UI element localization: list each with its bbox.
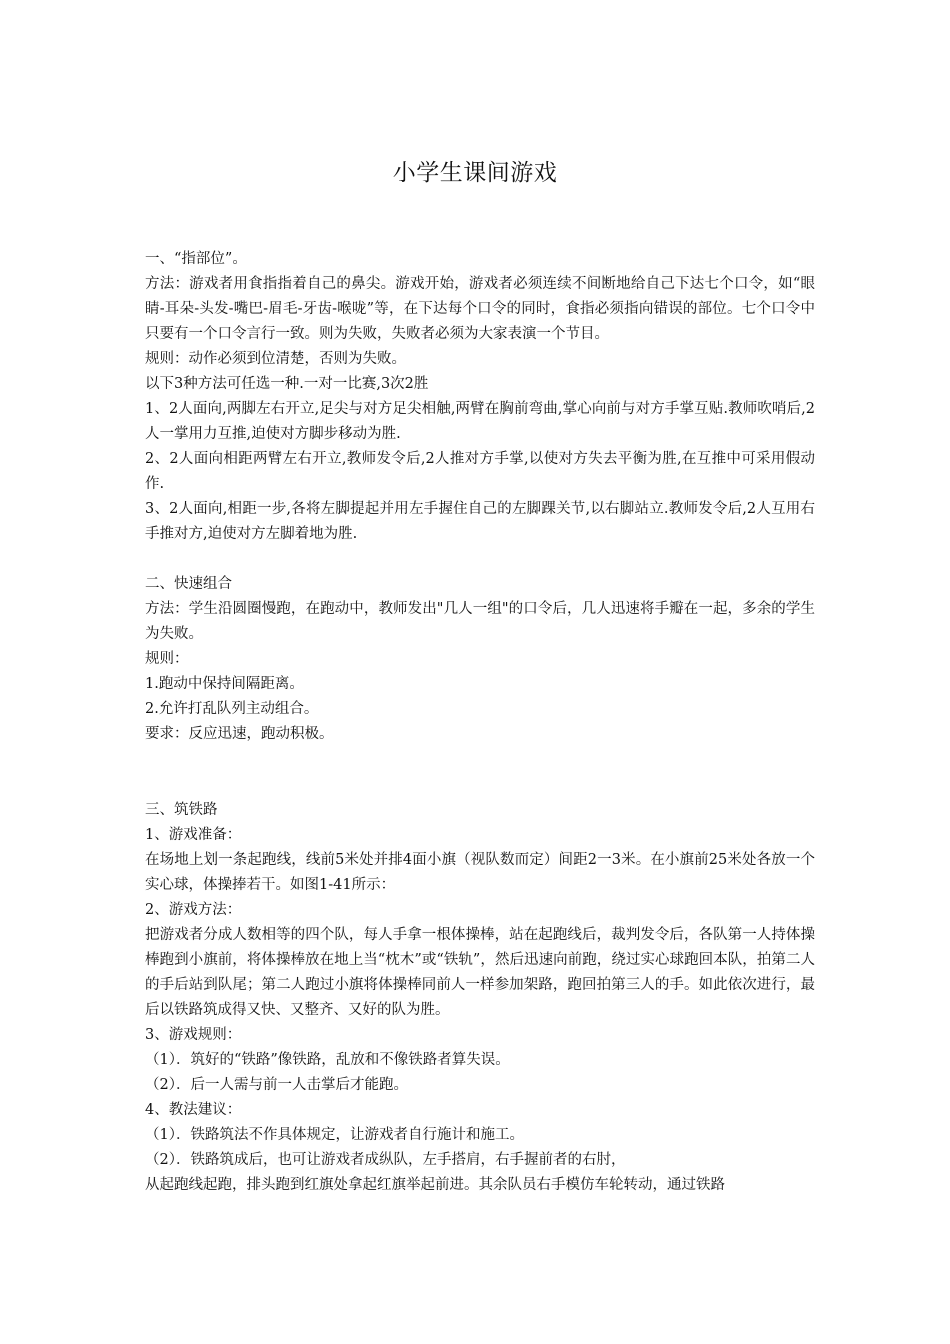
section3-rule1: （1）．筑好的“铁路”像铁路，乱放和不像铁路者算失误。 — [145, 1052, 510, 1068]
section3-method-label: 2、游戏方法： — [145, 902, 242, 918]
section2-rule1: 1.跑动中保持间隔距离。 — [145, 676, 304, 692]
section3-rule2: （2）．后一人需与前一人击掌后才能跑。 — [145, 1077, 408, 1093]
section3-suggest2: （2）．铁路筑成后，也可让游戏者成纵队，左手搭肩，右手握前者的右肘， — [145, 1152, 626, 1168]
section2-method: 方法：学生沿圆圈慢跑，在跑动中，教师发出"几人一组"的口令后，几人迅速将手瓣在一起，多余的学生为失败。 — [145, 601, 815, 642]
document-body — [145, 247, 815, 1198]
section1-rule: 规则：动作必须到位清楚，否则为失败。 — [145, 351, 406, 367]
section3-prep-label: 1、游戏准备： — [145, 827, 242, 843]
section3-suggest1: （1）．铁路筑法不作具体规定，让游戏者自行施计和施工。 — [145, 1127, 524, 1143]
section1-method: 方法：游戏者用食指指着自己的鼻尖。游戏开始，游戏者必须连续不间断地给自己下达七个口令，如“眼睛-耳朵-头发-嘴巴-眉毛-牙齿-喉咙”等，在下达每个口令的同时，食指必须指向错误的部位。七个口令中只要有一个口令言行一致。则为失败，失败者必须为大家表演一个节目。 — [145, 276, 815, 342]
section2-rules-label: 规则： — [145, 651, 189, 667]
section3-rules-label: 3、游戏规则： — [145, 1027, 242, 1043]
section2-requirement: 要求：反应迅速，跑动积极。 — [145, 726, 334, 742]
section3-suggest-label: 4、教法建议： — [145, 1102, 242, 1118]
section1-item1: 1、2人面向,两脚左右开立,足尖与对方足尖相触,两臂在胸前弯曲,掌心向前与对方手掌互贴.教师吹哨后,2人一掌用力互推,迫使对方脚步移动为胜. — [145, 401, 815, 442]
section3-method-text: 把游戏者分成人数相等的四个队，每人手拿一根体操棒，站在起跑线后，裁判发令后，各队第一人持体操棒跑到小旗前，将体操棒放在地上当“枕木”或“铁轨”，然后迅速向前跑，绕过实心球跑回本队，拍第二人的手后站到队尾；第二人跑过小旗将体操棒同前人一样参加架路，跑回拍第三人的手。如此依次进行，最后以铁路筑成得又快、又整齐、又好的队为胜。 — [145, 927, 815, 1018]
section2-heading: 二、快速组合 — [145, 576, 232, 592]
section2-rule2: 2.允许打乱队列主动组合。 — [145, 701, 319, 717]
section1-intro: 以下3种方法可任选一种.一对一比赛,3次2胜 — [145, 376, 429, 392]
section1-item3: 3、2人面向,相距一步,各将左脚提起并用左手握住自己的左脚踝关节,以右脚站立.教师发令后,2人互用右手推对方,迫使对方左脚着地为胜. — [145, 501, 815, 542]
section1-item2: 2、2人面向相距两臂左右开立,教师发令后,2人推对方手掌,以使对方失去平衡为胜,在互推中可采用假动作. — [145, 451, 815, 492]
section3-prep-text: 在场地上划一条起跑线，线前5米处并排4面小旗（视队数而定）间距2一3米。在小旗前25米处各放一个实心球，体操捧若干。如图1-41所示： — [145, 852, 815, 893]
spacer — [145, 747, 815, 798]
section3-suggest3: 从起跑线起跑，排头跑到红旗处拿起红旗举起前进。其余队员右手模仿车轮转动，通过铁路 — [145, 1177, 725, 1193]
spacer — [145, 547, 815, 572]
section1-heading: 一、“指部位”。 — [145, 251, 247, 267]
section3-heading: 三、筑铁路 — [145, 802, 218, 818]
page-title: 小学生课间游戏 — [392, 160, 558, 186]
